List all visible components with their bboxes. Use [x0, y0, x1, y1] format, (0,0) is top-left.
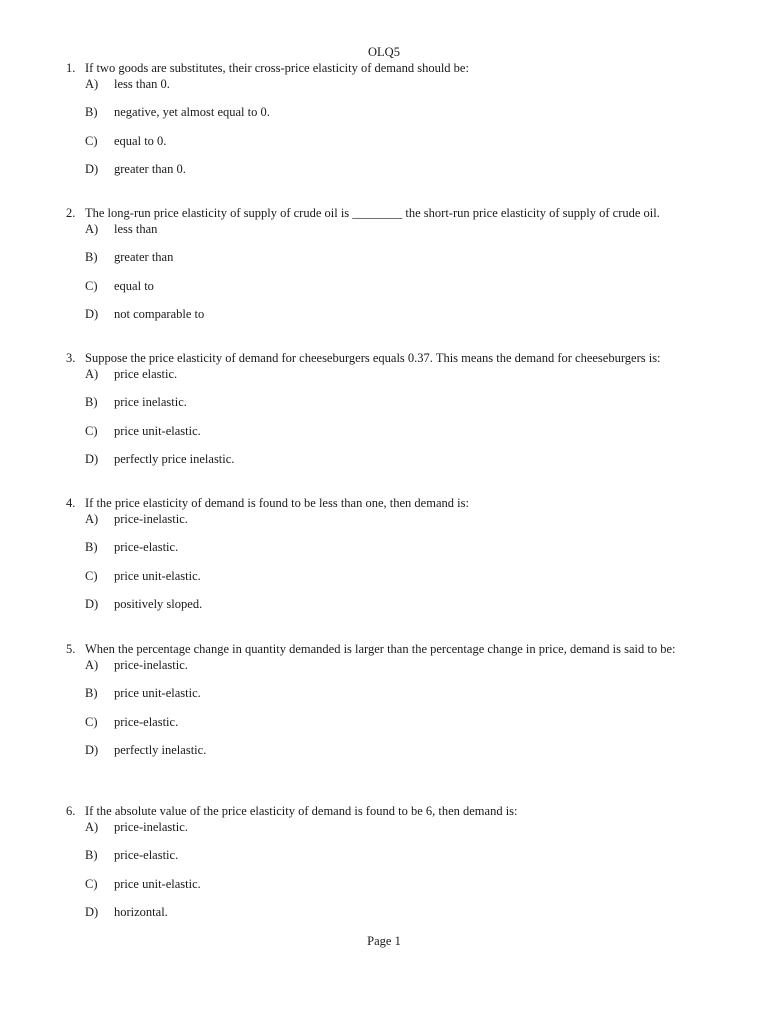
option-text: greater than 0. — [114, 161, 186, 176]
option-text: price-elastic. — [114, 540, 179, 555]
option-letter: C) — [85, 278, 98, 293]
option-b — [66, 104, 726, 120]
question-text: If two goods are substitutes, their cross-price elasticity of demand should be: — [85, 61, 469, 75]
option-letter: C) — [85, 876, 98, 891]
question-4 — [66, 495, 726, 612]
option-text: horizontal. — [114, 904, 168, 919]
question-text: If the price elasticity of demand is found to be less than one, then demand is: — [85, 496, 469, 510]
option-a — [66, 76, 726, 92]
option-d — [66, 306, 726, 322]
option-letter: B) — [85, 250, 98, 265]
question-stem — [66, 495, 726, 511]
option-letter: A) — [85, 512, 99, 526]
option-letter: A) — [85, 77, 99, 91]
option-text: price inelastic. — [114, 395, 187, 410]
option-c — [66, 133, 726, 149]
options-list — [66, 819, 726, 920]
option-letter: A) — [85, 820, 99, 834]
option-d — [66, 904, 726, 920]
option-c — [66, 876, 726, 892]
option-text: positively sloped. — [114, 596, 203, 611]
option-letter: B) — [85, 395, 98, 410]
question-number: 4. — [66, 496, 76, 510]
option-c — [66, 714, 726, 730]
question-number: 6. — [66, 804, 76, 818]
option-text: price unit-elastic. — [114, 568, 201, 583]
option-text: price-inelastic. — [114, 658, 188, 672]
options-list — [66, 76, 726, 177]
option-text: price unit-elastic. — [114, 876, 201, 891]
document-title: OLQ5 — [368, 45, 400, 59]
option-text: not comparable to — [114, 306, 205, 321]
option-a — [66, 366, 726, 382]
option-letter: C) — [85, 133, 98, 148]
option-letter: D) — [85, 742, 99, 757]
question-5 — [66, 641, 726, 758]
question-stem — [66, 803, 726, 819]
option-text: price unit-elastic. — [114, 686, 201, 701]
question-stem — [66, 350, 726, 366]
question-stem — [66, 205, 726, 221]
option-text: price-elastic. — [114, 848, 179, 863]
question-stem — [66, 641, 726, 657]
option-b — [66, 249, 726, 265]
question-text: When the percentage change in quantity demanded is larger than the percentage change in price, demand is said to be: — [85, 642, 676, 656]
option-letter: B) — [85, 848, 98, 863]
option-letter: D) — [85, 161, 99, 176]
options-list — [66, 511, 726, 612]
question-text: Suppose the price elasticity of demand for cheeseburgers equals 0.37. This means the demand for cheeseburgers is: — [85, 351, 661, 365]
question-text: If the absolute value of the price elasticity of demand is found to be 6, then demand is: — [85, 804, 518, 818]
option-text: negative, yet almost equal to 0. — [114, 105, 270, 120]
option-a — [66, 511, 726, 527]
question-2 — [66, 205, 726, 322]
option-letter: B) — [85, 686, 98, 701]
option-text: greater than — [114, 250, 174, 265]
option-b — [66, 685, 726, 701]
option-letter: D) — [85, 596, 99, 611]
option-letter: A) — [85, 367, 99, 381]
options-list — [66, 366, 726, 467]
option-c — [66, 278, 726, 294]
option-text: perfectly inelastic. — [114, 742, 207, 757]
option-text: price elastic. — [114, 367, 178, 381]
option-letter: D) — [85, 306, 99, 321]
option-text: price-inelastic. — [114, 820, 188, 834]
option-a — [66, 819, 726, 835]
question-number: 1. — [66, 61, 76, 75]
question-3 — [66, 350, 726, 467]
question-number: 2. — [66, 206, 76, 220]
option-letter: C) — [85, 714, 98, 729]
question-stem — [66, 60, 726, 76]
question-number: 3. — [66, 351, 76, 365]
option-letter: C) — [85, 568, 98, 583]
option-letter: A) — [85, 658, 99, 672]
option-b — [66, 539, 726, 555]
option-text: less than 0. — [114, 77, 170, 91]
options-list — [66, 657, 726, 758]
option-letter: B) — [85, 540, 98, 555]
option-text: less than — [114, 222, 158, 236]
option-c — [66, 568, 726, 584]
option-text: price-elastic. — [114, 714, 179, 729]
option-d — [66, 596, 726, 612]
question-1 — [66, 60, 726, 177]
option-b — [66, 847, 726, 863]
option-letter: D) — [85, 904, 99, 919]
option-d — [66, 451, 726, 467]
option-letter: D) — [85, 451, 99, 466]
question-6 — [66, 803, 726, 920]
page-number: Page 1 — [367, 934, 401, 948]
option-c — [66, 423, 726, 439]
option-d — [66, 742, 726, 758]
option-a — [66, 221, 726, 237]
options-list — [66, 221, 726, 322]
question-text: The long-run price elasticity of supply of crude oil is ________ the short-run price elasticity of supply of crude oil. — [85, 206, 660, 220]
option-letter: A) — [85, 222, 99, 236]
option-d — [66, 161, 726, 177]
option-text: perfectly price inelastic. — [114, 451, 235, 466]
option-text: price-inelastic. — [114, 512, 188, 526]
option-letter: B) — [85, 105, 98, 120]
option-text: price unit-elastic. — [114, 423, 201, 438]
option-a — [66, 657, 726, 673]
option-b — [66, 394, 726, 410]
option-letter: C) — [85, 423, 98, 438]
option-text: equal to — [114, 278, 154, 293]
option-text: equal to 0. — [114, 133, 167, 148]
question-number: 5. — [66, 642, 76, 656]
